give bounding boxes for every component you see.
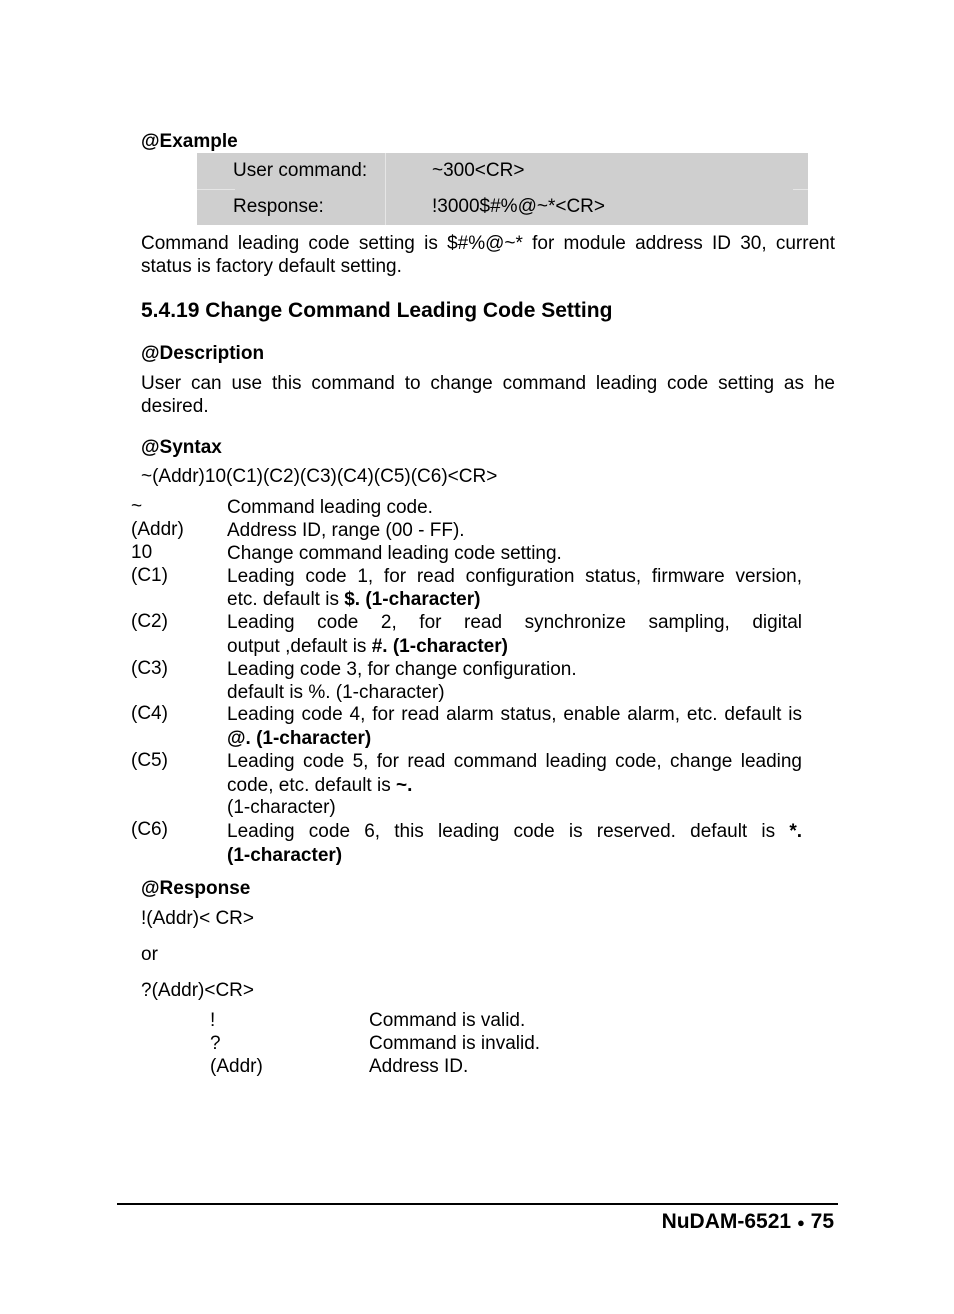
param-key: (Addr) bbox=[131, 519, 184, 540]
example-heading: @Example bbox=[141, 131, 238, 152]
param-desc: Address ID, range (00 - FF). bbox=[227, 520, 465, 541]
user-command-label: User command: bbox=[233, 160, 368, 181]
param-key: 10 bbox=[131, 542, 153, 563]
description-heading: @Description bbox=[141, 343, 265, 364]
response-invalid: ?(Addr)<CR> bbox=[141, 980, 254, 1001]
param-key: (C4) bbox=[131, 703, 168, 724]
param-key: (C1) bbox=[131, 565, 168, 586]
legend-desc: Command is invalid. bbox=[369, 1033, 541, 1054]
param-desc: default is %. (1-character) bbox=[227, 682, 445, 703]
page-footer bbox=[662, 1210, 834, 1234]
page-number: 75 bbox=[810, 1210, 834, 1233]
param-key: ~ bbox=[131, 496, 143, 517]
legend-key: ! bbox=[210, 1010, 216, 1031]
param-desc: Leading code 2, for read synchronize sampling, digital bbox=[227, 612, 802, 633]
product-name: NuDAM-6521 bbox=[661, 1210, 792, 1233]
param-desc: output ,default is #. (1-character) bbox=[227, 636, 508, 657]
section-title: 5.4.19 Change Command Leading Code Setting bbox=[141, 299, 613, 322]
legend-key: ? bbox=[210, 1033, 221, 1054]
description-line1: User can use this command to change command leading code setting as he bbox=[141, 373, 835, 394]
param-key: (C3) bbox=[131, 658, 168, 679]
table-row bbox=[197, 153, 808, 189]
example-note-line2: status is factory default setting. bbox=[141, 256, 402, 277]
syntax-command: ~(Addr)10(C1)(C2)(C3)(C4)(C5)(C6)<CR> bbox=[141, 466, 498, 487]
param-key: (C6) bbox=[131, 819, 168, 840]
example-note-line1: Command leading code setting is $#%@~* for module address ID 30, current bbox=[141, 233, 835, 254]
param-key: (C2) bbox=[131, 611, 168, 632]
response-valid: !(Addr)< CR> bbox=[141, 908, 254, 929]
param-desc: (1-character) bbox=[227, 845, 343, 866]
param-desc: Leading code 5, for read command leading code, change leading bbox=[227, 751, 802, 772]
response-or: or bbox=[141, 944, 158, 965]
param-desc: etc. default is $. (1-character) bbox=[227, 589, 481, 610]
param-desc: @. (1-character) bbox=[227, 728, 372, 749]
response-heading: @Response bbox=[141, 878, 251, 899]
param-desc: Leading code 6, this leading code is reserved. default is *. bbox=[227, 821, 802, 842]
param-key: (C5) bbox=[131, 750, 168, 771]
legend-desc: Address ID. bbox=[369, 1056, 469, 1077]
param-desc: code, etc. default is ~. bbox=[227, 775, 413, 796]
param-desc: (1-character) bbox=[227, 797, 336, 818]
response-label: Response: bbox=[233, 196, 324, 217]
param-desc: Leading code 4, for read alarm status, enable alarm, etc. default is bbox=[227, 704, 802, 725]
response-value: !3000$#%@~*<CR> bbox=[432, 196, 605, 217]
example-table bbox=[197, 153, 808, 225]
param-desc: Leading code 3, for change configuration. bbox=[227, 659, 577, 680]
table-row bbox=[197, 189, 808, 225]
description-line2: desired. bbox=[141, 396, 209, 417]
bullet-icon: ● bbox=[796, 1214, 805, 1230]
param-desc: Command leading code. bbox=[227, 497, 433, 518]
user-command-value: ~300<CR> bbox=[432, 160, 525, 181]
syntax-heading: @Syntax bbox=[141, 437, 222, 458]
param-desc: Change command leading code setting. bbox=[227, 543, 562, 564]
footer-rule bbox=[117, 1203, 838, 1205]
legend-key: (Addr) bbox=[210, 1056, 263, 1077]
legend-desc: Command is valid. bbox=[369, 1010, 526, 1031]
param-desc: Leading code 1, for read configuration status, firmware version, bbox=[227, 566, 802, 587]
